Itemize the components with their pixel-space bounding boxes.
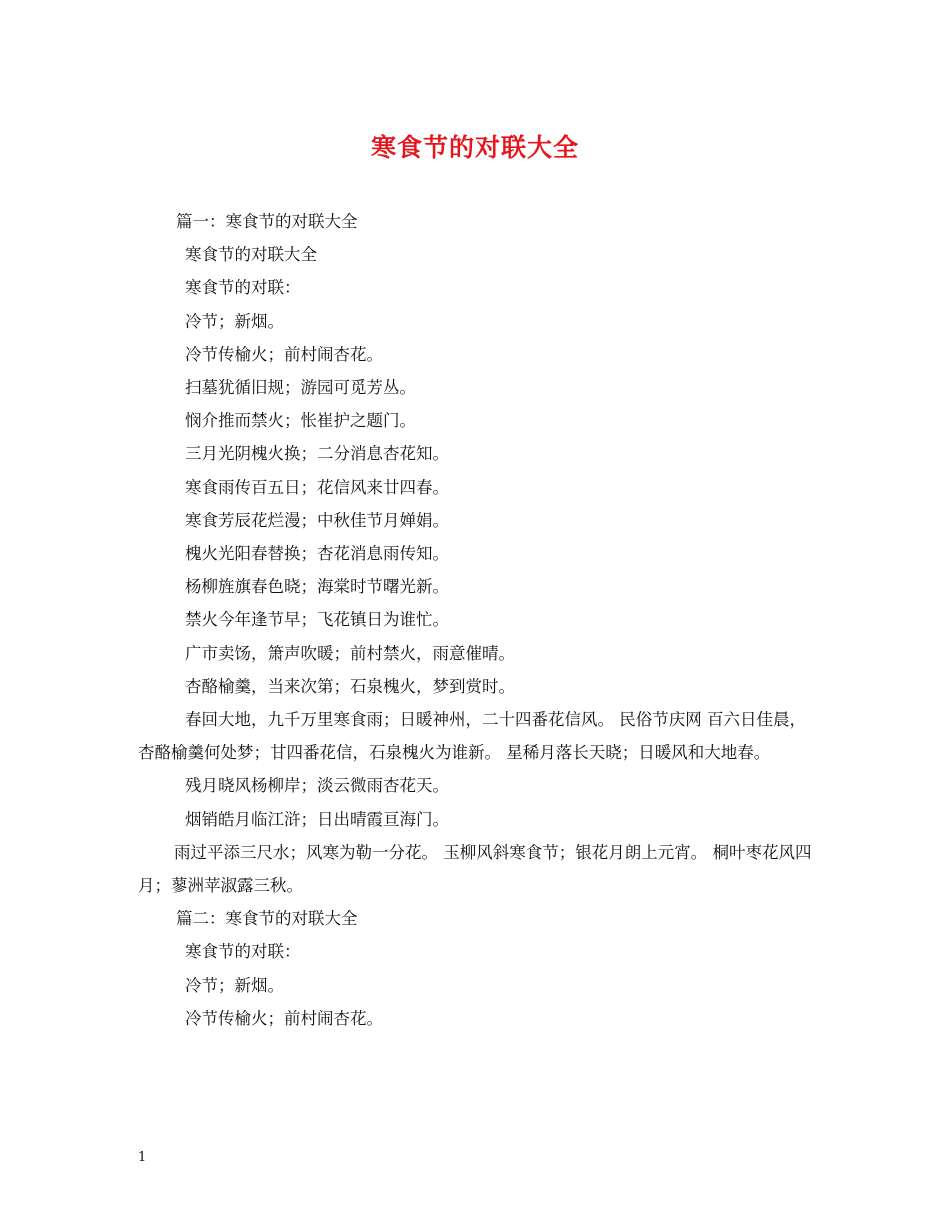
couplet-line: 杨柳旌旗春色晓；海棠时节曙光新。 xyxy=(185,577,449,597)
text-line: 寒食节的对联大全 xyxy=(185,245,317,265)
document-title: 寒食节的对联大全 xyxy=(370,133,579,162)
couplet-line: 悯介推而禁火；怅崔护之题门。 xyxy=(185,411,416,431)
couplet-line: 残月晓风杨柳岸；淡云微雨杏花天。 xyxy=(185,776,449,796)
section-heading-2: 篇二：寒食节的对联大全 xyxy=(176,909,358,929)
text-line: 寒食节的对联： xyxy=(185,942,301,962)
couplet-line: 烟销皓月临江浒；日出晴霞亘海门。 xyxy=(185,809,449,829)
couplet-line: 广市卖饧，箫声吹暖；前村禁火，雨意催晴。 xyxy=(185,643,515,663)
text-line: 寒食节的对联： xyxy=(185,278,301,298)
couplet-line: 冷节；新烟。 xyxy=(185,975,284,995)
couplet-line: 扫墓犹循旧规；游园可觅芳丛。 xyxy=(185,378,416,398)
couplet-line: 杏酪榆羹，当来次第；石泉槐火，梦到赏时。 xyxy=(185,676,515,696)
couplet-line: 冷节传榆火；前村闹杏花。 xyxy=(185,344,383,364)
section-heading-1: 篇一：寒食节的对联大全 xyxy=(176,212,358,231)
couplet-line: 三月光阴槐火换；二分消息杏花知。 xyxy=(185,444,449,464)
page-number: 1 xyxy=(138,1150,147,1165)
couplet-line: 槐火光阳春替换；杏花消息雨传知。 xyxy=(185,544,449,564)
couplet-paragraph: 春回大地，九千万里寒食雨；日暖神州，二十四番花信风。 民俗节庆网 百六日佳晨，杏酪榆羹何处梦；甘四番花信，石泉槐火为谁新。 星稀月落长天晓；日暖风和大地春。 xyxy=(138,710,806,763)
couplet-line: 寒食芳辰花烂漫；中秋佳节月婵娟。 xyxy=(185,510,449,530)
document-body xyxy=(138,205,818,1035)
couplet-line: 冷节传榆火；前村闹杏花。 xyxy=(185,1008,383,1028)
couplet-line: 寒食雨传百五日；花信风来廿四春。 xyxy=(185,477,449,497)
couplet-line: 禁火今年逢节早；飞花镇日为谁忙。 xyxy=(185,610,449,630)
couplet-paragraph: 雨过平添三尺水；风寒为勒一分花。 玉柳风斜寒食节；银花月朗上元宵。 桐叶枣花风四月；蓼洲苹淑露三秋。 xyxy=(138,842,812,896)
couplet-line: 冷节；新烟。 xyxy=(185,311,284,331)
